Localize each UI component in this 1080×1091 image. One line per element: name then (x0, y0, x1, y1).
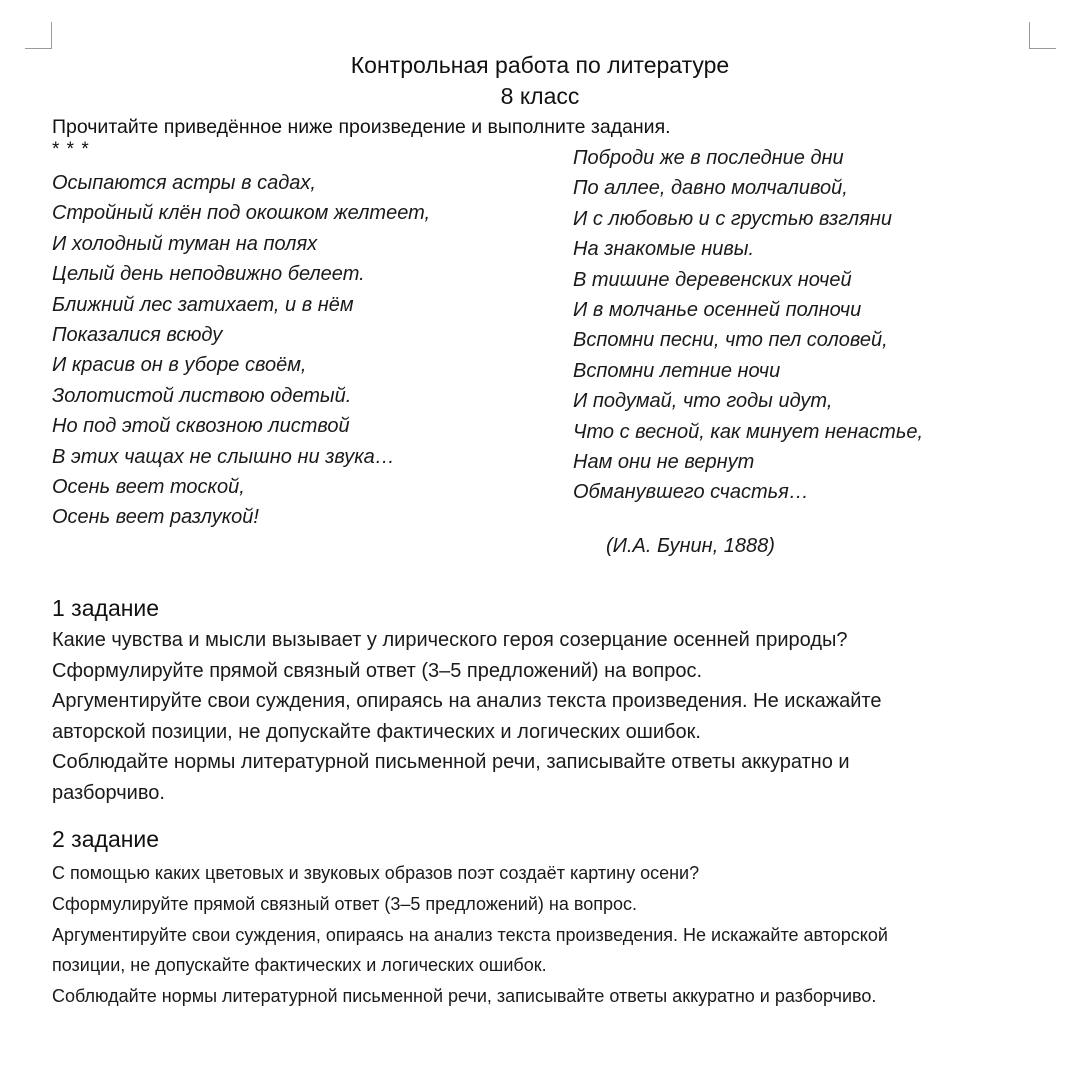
poem-line: Что с весной, как минует ненастье, (573, 420, 924, 443)
task-text-line: Соблюдайте нормы литературной письменной речи, записывайте ответы аккуратно и (52, 751, 850, 773)
task-text-line: Аргументируйте свои суждения, опираясь на анализ текста произведения. Не искажайте авторской (52, 924, 888, 945)
poem-line: В этих чащах не слышно ни звука… (52, 445, 395, 468)
poem-column-right (573, 143, 923, 508)
poem-line: И с любовью и с грустью взгляни (573, 207, 893, 230)
poem-line: Но под этой сквозною листвой (52, 415, 350, 438)
task-text-line: позиции, не допускайте фактических и логических ошибок. (52, 955, 547, 976)
task-1-heading: 1 задание (52, 595, 160, 621)
reading-instruction: Прочитайте приведённое ниже произведение и выполните задания. (52, 116, 671, 138)
page-corner-mark-top-right (1029, 22, 1056, 49)
task-1-text (52, 625, 881, 808)
task-text-line: Сформулируйте прямой связный ответ (3–5 предложений) на вопрос. (52, 659, 703, 682)
task-text-line: Аргументируйте свои суждения, опираясь на анализ текста произведения. Не искажайте (52, 690, 882, 712)
poem-line: Поброди же в последние дни (573, 147, 844, 169)
poem-line: И подумай, что годы идут, (573, 390, 833, 413)
task-text-line: Какие чувства и мысли вызывает у лирического героя созерцание осенней природы? (52, 629, 848, 651)
poem-line: Осень веет тоской, (52, 475, 245, 498)
task-2-heading: 2 задание (52, 826, 160, 852)
poem-line: В тишине деревенских ночей (573, 268, 852, 291)
task-text-line: С помощью каких цветовых и звуковых образов поэт создаёт картину осени? (52, 863, 700, 883)
poem-line: На знакомые нивы. (573, 238, 755, 261)
poem-line: Вспомни летние ночи (573, 359, 781, 382)
poem-line: Ближний лес затихает, и в нём (52, 293, 354, 316)
poem-line: Обманувшего счастья… (573, 481, 809, 504)
task-text-line: Сформулируйте прямой связный ответ (3–5 предложений) на вопрос. (52, 893, 638, 914)
page-corner-mark-top-left (25, 22, 52, 49)
poem-line: И красив он в уборе своём, (52, 354, 307, 377)
poem-line: Золотистой листвою одетый. (52, 384, 352, 407)
poem-line: Вспомни песни, что пел соловей, (573, 329, 888, 352)
poem-author-attribution: (И.А. Бунин, 1888) (606, 535, 775, 557)
task-text-line: авторской позиции, не допускайте фактических и логических ошибок. (52, 720, 701, 743)
task-2-text (52, 858, 888, 1012)
poem-line: И холодный туман на полях (52, 232, 318, 255)
document-subtitle-grade: 8 класс (500, 83, 580, 109)
poem-line: И в молчанье осенней полночи (573, 298, 862, 321)
task-text-line: Соблюдайте нормы литературной письменной речи, записывайте ответы аккуратно и разборчиво. (52, 986, 877, 1007)
poem-line: По аллее, давно молчаливой, (573, 177, 848, 200)
poem-line: Осень веет разлукой! (52, 506, 259, 529)
poem-line: Целый день неподвижно белеет. (52, 263, 365, 286)
poem-column-left (52, 168, 430, 533)
poem-line: Нам они не вернут (573, 450, 755, 473)
poem-line: Показалися всюду (52, 323, 223, 346)
poem-line: Осыпаются астры в садах, (52, 172, 316, 194)
poem-asterisks: * * * (52, 139, 90, 160)
poem-line: Стройный клён под окошком желтеет, (52, 202, 431, 225)
task-text-line: разборчиво. (52, 781, 165, 804)
document-title: Контрольная работа по литературе (350, 52, 730, 78)
